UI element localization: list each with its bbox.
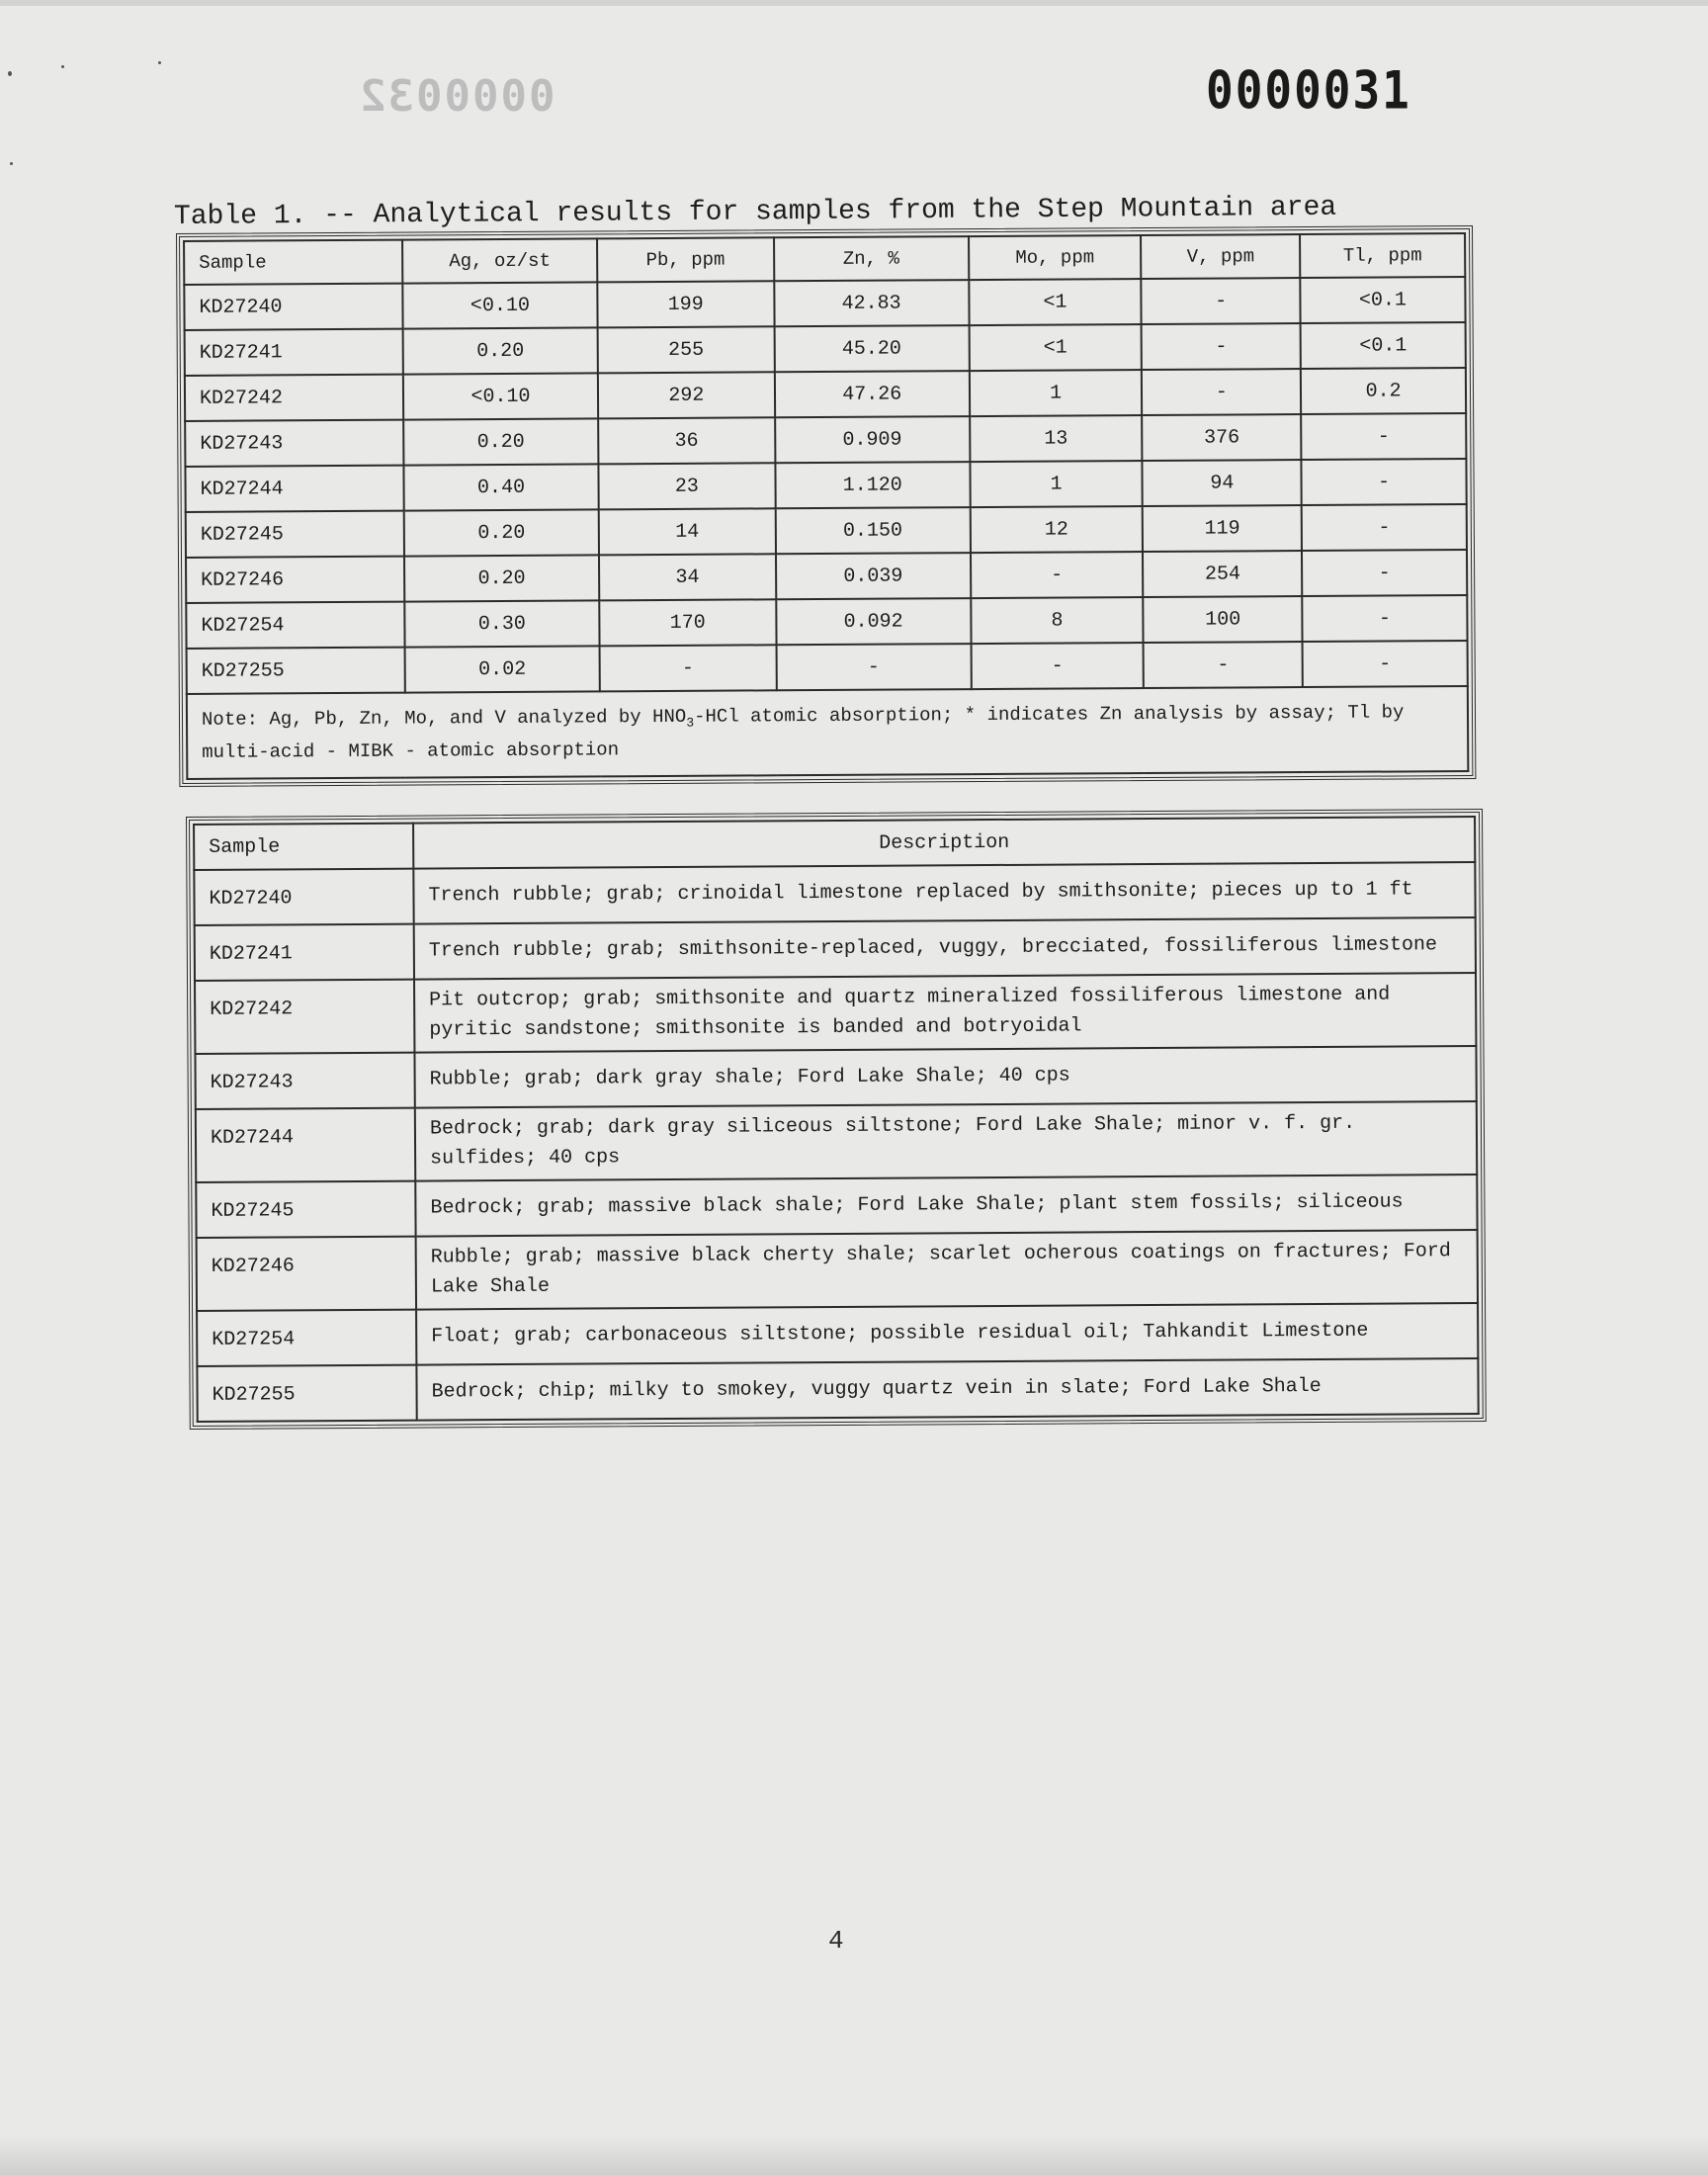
table-row xyxy=(185,368,1466,421)
ag-cell: 0.30 xyxy=(404,600,599,647)
page-edge xyxy=(0,0,1708,6)
table-header-row xyxy=(194,817,1475,870)
zn-cell: 0.092 xyxy=(776,598,971,645)
table-row xyxy=(185,413,1466,467)
ag-cell: <0.10 xyxy=(403,373,598,419)
column-header: Tl, ppm xyxy=(1300,233,1465,278)
tl-cell: - xyxy=(1302,459,1467,505)
sample-id-cell: KD27240 xyxy=(194,869,413,925)
sample-id-cell: KD27246 xyxy=(197,1237,416,1311)
pb-cell: - xyxy=(599,645,776,691)
note-text-end: -HCl atomic absorption; * indicates Zn analysis by assay; Tl by multi-acid - MIBK - atomic absorption xyxy=(202,701,1405,763)
page-id-stamp: 0000031 xyxy=(1206,58,1411,122)
table-row xyxy=(197,1230,1478,1311)
mo-cell: 13 xyxy=(970,415,1143,462)
pb-cell: 199 xyxy=(597,281,774,327)
scan-speck xyxy=(61,65,64,68)
v-cell: 119 xyxy=(1143,505,1302,552)
v-cell: - xyxy=(1142,278,1301,324)
zn-cell: 0.150 xyxy=(775,507,970,554)
description-cell: Pit outcrop; grab; smithsonite and quartz mineralized fossiliferous limestone and pyritic sandstone; smithsonite is banded and botryoidal xyxy=(414,973,1476,1053)
sample-id-cell: KD27255 xyxy=(197,1365,416,1422)
table-title: Table 1. -- Analytical results for samples from the Step Mountain area xyxy=(173,192,1337,232)
tl-cell: 0.2 xyxy=(1301,368,1466,414)
ag-cell: 0.02 xyxy=(405,646,600,692)
ag-cell: 0.40 xyxy=(403,464,598,510)
description-cell: Trench rubble; grab; smithsonite-replaced, vuggy, brecciated, fossiliferous limestone xyxy=(414,917,1476,980)
description-cell: Bedrock; grab; dark gray siliceous siltstone; Ford Lake Shale; minor v. f. gr. sulfides; 40 cps xyxy=(415,1101,1477,1181)
tl-cell: - xyxy=(1302,504,1467,551)
ag-cell: 0.20 xyxy=(403,327,598,374)
sample-id-cell: KD27240 xyxy=(184,284,402,330)
sample-id-cell: KD27245 xyxy=(196,1181,415,1238)
scan-speck xyxy=(8,71,12,76)
zn-cell: 0.039 xyxy=(776,553,971,599)
description-cell: Float; grab; carbonaceous siltstone; possible residual oil; Tahkandit Limestone xyxy=(416,1303,1478,1365)
table-row xyxy=(195,917,1476,981)
mo-cell: 8 xyxy=(971,597,1144,644)
ag-cell: 0.20 xyxy=(404,555,599,601)
tl-cell: - xyxy=(1303,641,1468,687)
tl-cell: - xyxy=(1302,550,1467,596)
ag-cell: <0.10 xyxy=(402,282,597,328)
table-row xyxy=(197,1358,1478,1422)
sample-id-cell: KD27254 xyxy=(186,602,404,649)
v-cell: 94 xyxy=(1143,460,1302,506)
column-header: Sample xyxy=(184,240,402,285)
zn-cell: 45.20 xyxy=(774,325,969,372)
pb-cell: 255 xyxy=(598,326,775,373)
sample-id-cell: KD27241 xyxy=(185,329,403,376)
description-cell: Rubble; grab; massive black cherty shale; scarlet ocherous coatings on fractures; Ford Lake Shale xyxy=(416,1230,1478,1310)
table-row xyxy=(194,862,1475,925)
zn-cell: 1.120 xyxy=(775,462,970,508)
note-row xyxy=(187,686,1469,779)
tl-cell: <0.1 xyxy=(1300,277,1465,323)
scan-speck xyxy=(158,61,161,64)
pb-cell: 23 xyxy=(598,463,775,509)
zn-cell: 0.909 xyxy=(775,416,970,463)
analytical-results-table xyxy=(183,232,1469,780)
table-note xyxy=(187,686,1469,779)
v-cell: - xyxy=(1142,323,1301,370)
column-header: Ag, oz/st xyxy=(402,238,597,283)
tl-cell: - xyxy=(1301,413,1466,460)
mo-cell: 1 xyxy=(970,461,1143,507)
ag-cell: 0.20 xyxy=(403,418,598,465)
mo-cell: 12 xyxy=(970,506,1143,553)
sample-description-table-frame xyxy=(186,809,1487,1430)
sample-id-cell: KD27241 xyxy=(195,924,414,981)
sample-id-cell: KD27246 xyxy=(186,557,404,603)
pb-cell: 34 xyxy=(599,554,776,600)
sample-id-cell: KD27254 xyxy=(197,1310,416,1366)
column-header: Mo, ppm xyxy=(969,235,1142,280)
mo-cell: - xyxy=(971,552,1144,598)
v-cell: 376 xyxy=(1143,414,1302,461)
description-cell: Bedrock; grab; massive black shale; Ford Lake Shale; plant stem fossils; siliceous xyxy=(415,1174,1477,1237)
note-subscript: 3 xyxy=(686,715,695,731)
description-cell: Bedrock; chip; milky to smokey, vuggy quartz vein in slate; Ford Lake Shale xyxy=(416,1358,1478,1421)
zn-cell: - xyxy=(776,644,971,690)
sample-description-table xyxy=(193,816,1480,1423)
v-cell: - xyxy=(1142,369,1301,415)
analytical-results-table-frame xyxy=(176,225,1476,787)
ag-cell: 0.20 xyxy=(404,509,599,556)
sample-id-cell: KD27243 xyxy=(195,1053,414,1109)
pb-cell: 292 xyxy=(598,372,775,418)
mo-cell: 1 xyxy=(970,370,1143,416)
column-header: V, ppm xyxy=(1141,234,1300,279)
tl-cell: - xyxy=(1302,595,1467,642)
table-row xyxy=(185,322,1466,376)
column-header: Zn, % xyxy=(774,236,969,281)
table-row xyxy=(186,504,1467,558)
sample-id-cell: KD27244 xyxy=(196,1108,415,1182)
column-header: Pb, ppm xyxy=(597,237,774,282)
table-row xyxy=(186,595,1467,649)
bleed-through-stamp: 0000032 xyxy=(358,71,555,122)
column-header: Sample xyxy=(194,824,413,870)
scan-edge-shade xyxy=(0,2135,1708,2175)
sample-id-cell: KD27255 xyxy=(187,648,405,694)
v-cell: - xyxy=(1144,642,1303,688)
table-row xyxy=(195,1046,1476,1109)
pb-cell: 36 xyxy=(598,417,775,464)
table-row xyxy=(195,973,1476,1054)
table-row xyxy=(196,1174,1477,1238)
sample-id-cell: KD27245 xyxy=(186,511,404,558)
column-header: Description xyxy=(413,817,1475,869)
sample-id-cell: KD27242 xyxy=(185,375,403,421)
description-cell: Rubble; grab; dark gray shale; Ford Lake Shale; 40 cps xyxy=(414,1046,1476,1108)
v-cell: 254 xyxy=(1143,551,1302,597)
note-text-start: Note: Ag, Pb, Zn, Mo, and V analyzed by HNO xyxy=(201,705,687,731)
table-row xyxy=(186,550,1467,603)
sample-id-cell: KD27242 xyxy=(195,980,414,1054)
table-row xyxy=(185,459,1466,512)
table-row xyxy=(184,277,1465,330)
scan-speck xyxy=(10,162,13,165)
zn-cell: 47.26 xyxy=(775,371,970,417)
v-cell: 100 xyxy=(1144,596,1303,643)
page-number: 4 xyxy=(828,1926,844,1956)
table-row xyxy=(187,641,1468,694)
description-cell: Trench rubble; grab; crinoidal limestone replaced by smithsonite; pieces up to 1 ft xyxy=(413,862,1475,924)
mo-cell: <1 xyxy=(969,279,1142,325)
mo-cell: - xyxy=(971,643,1144,689)
table-header-row xyxy=(184,233,1465,285)
sample-id-cell: KD27243 xyxy=(185,420,403,467)
table-row xyxy=(196,1101,1477,1182)
sample-id-cell: KD27244 xyxy=(185,466,403,512)
tl-cell: <0.1 xyxy=(1301,322,1466,369)
mo-cell: <1 xyxy=(969,324,1142,371)
zn-cell: 42.83 xyxy=(774,280,969,326)
pb-cell: 14 xyxy=(599,508,776,555)
pb-cell: 170 xyxy=(599,599,776,646)
table-row xyxy=(197,1303,1478,1366)
